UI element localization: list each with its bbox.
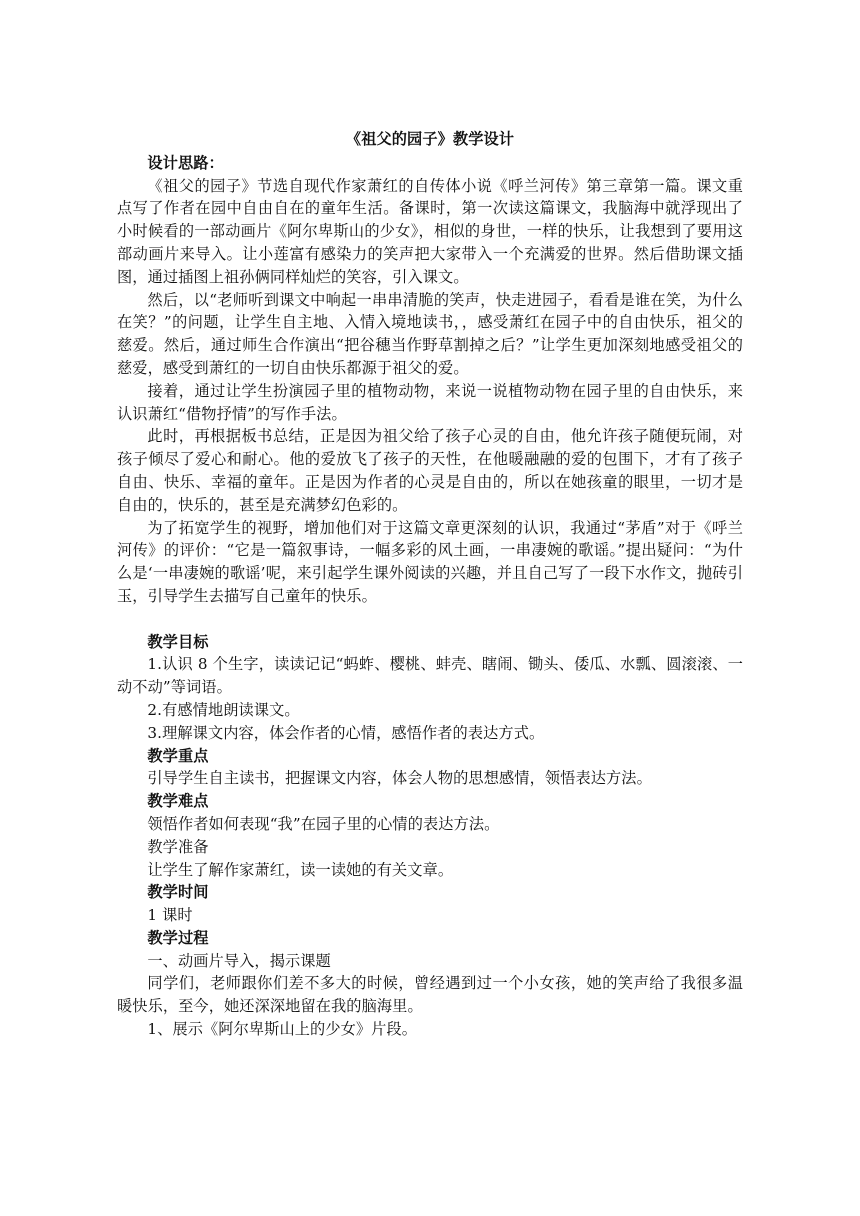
design-paragraph-2: 然后，以“老师听到课文中响起一串串清脆的笑声，快走进园子，看看是谁在笑，为什么在笑？”的问题，让学生自主地、入情入境地读书，，感受萧红在园子中的自由快乐，祖父的慈爱。然后，通过师生合作演出“把谷穗当作野草割掉之后？”让学生更加深刻地感受祖父的慈爱，感受到萧红的一切自由快乐都源于祖父的爱。 bbox=[117, 290, 743, 377]
key-points-text: 引导学生自主读书，把握课文内容，体会人物的思想感情，领悟表达方法。 bbox=[147, 769, 652, 788]
process-step1-title: 一、动画片导入，揭示课题 bbox=[147, 951, 331, 970]
document-title: 《祖父的园子》教学设计 bbox=[345, 130, 515, 148]
process-step1-item1: 1、展示《阿尔卑斯山上的少女》片段。 bbox=[147, 1020, 418, 1039]
document-page bbox=[117, 128, 743, 1041]
process-heading: 教学过程 bbox=[147, 928, 209, 947]
goal-item-2: 2.有感情地朗读课文。 bbox=[147, 700, 300, 719]
goals-heading: 教学目标 bbox=[147, 632, 209, 651]
preparation-heading: 教学准备 bbox=[147, 837, 209, 856]
process-step1-text: 同学们，老师跟你们差不多大的时候，曾经遇到过一个小女孩，她的笑声给了我很多温暖快乐，至今，她还深深地留在我的脑海里。 bbox=[117, 974, 743, 1016]
section-spacer bbox=[117, 608, 743, 631]
design-paragraph-5: 为了拓宽学生的视野，增加他们对于这篇文章更深刻的认识，我通过“茅盾”对于《呼兰河传》的评价：“它是一篇叙事诗，一幅多彩的风土画，一串凄婉的歌谣。”提出疑问：“为什么是‘一串凄婉的歌谣’呢，来引起学生课外阅读的兴趣，并且自己写了一段下水作文，抛砖引玉，引导学生去描写自己童年的快乐。 bbox=[117, 518, 743, 605]
key-points-heading: 教学重点 bbox=[147, 746, 209, 765]
design-paragraph-3: 接着，通过让学生扮演园子里的植物动物，来说一说植物动物在园子里的自由快乐，来认识萧红“借物抒情”的写作手法。 bbox=[117, 381, 743, 423]
design-paragraph-1: 《祖父的园子》节选自现代作家萧红的自传体小说《呼兰河传》第三章第一篇。课文重点写了作者在园中自由自在的童年生活。备课时，第一次读这篇课文，我脑海中就浮现出了小时候看的一部动画片《阿尔卑斯山的少女》，相似的身世，一样的快乐，让我想到了要用这部动画片来导入。让小莲富有感染力的笑声把大家带入一个充满爱的世界。然后借助课文插图，通过插图上祖孙俩同样灿烂的笑容，引入课文。 bbox=[117, 176, 743, 286]
difficulties-heading: 教学难点 bbox=[147, 792, 209, 811]
goal-item-1: 1.认识 8 个生字，读读记记“蚂蚱、樱桃、蚌壳、瞎闹、锄头、倭瓜、水瓢、圆滚滚、一动不动”等词语。 bbox=[117, 655, 743, 697]
design-heading: 设计思路： bbox=[147, 153, 224, 172]
design-paragraph-4: 此时，再根据板书总结，正是因为祖父给了孩子心灵的自由，他允许孩子随便玩闹，对孩子倾尽了爱心和耐心。他的爱放飞了孩子的天性，在他暖融融的爱的包围下，才有了孩子自由、快乐、幸福的童年。正是因为作者的心灵是自由的，所以在她孩童的眼里，一切才是自由的，快乐的，甚至是充满梦幻色彩的。 bbox=[117, 427, 743, 514]
time-text: 1 课时 bbox=[147, 906, 193, 925]
goal-item-3: 3.理解课文内容，体会作者的心情，感悟作者的表达方式。 bbox=[147, 723, 545, 742]
preparation-text: 让学生了解作家萧红，读一读她的有关文章。 bbox=[147, 860, 454, 879]
difficulties-text: 领悟作者如何表现“我”在园子里的心情的表达方法。 bbox=[147, 814, 500, 833]
time-heading: 教学时间 bbox=[147, 883, 209, 902]
